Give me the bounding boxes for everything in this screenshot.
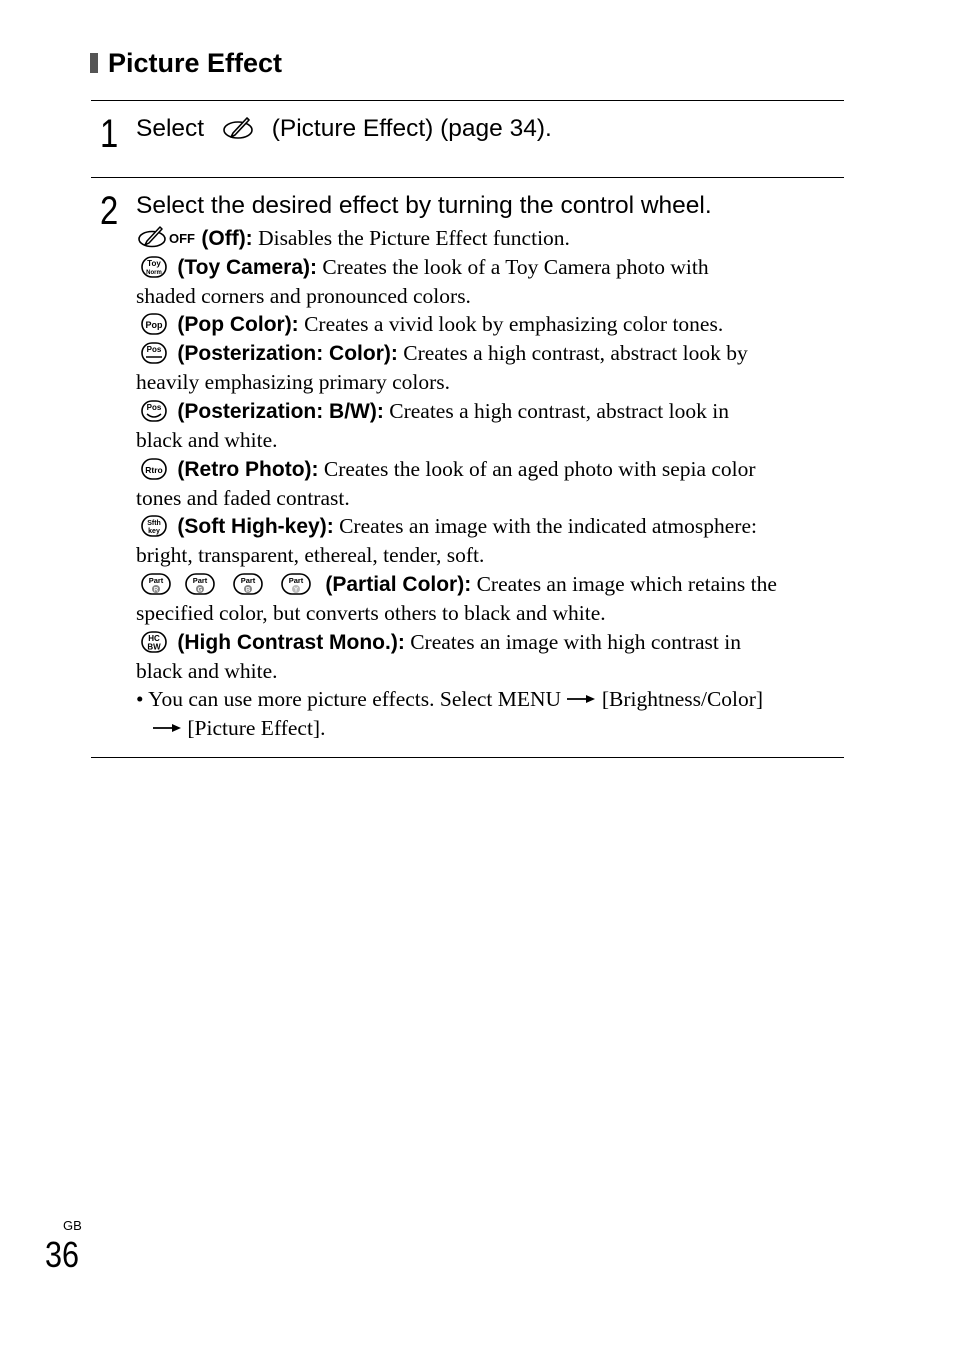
partial-color-green-icon xyxy=(180,572,228,596)
effect-posterization-bw-desc-cont: black and white. xyxy=(136,428,278,452)
step-2-number: 2 xyxy=(100,189,119,233)
effect-soft-high-key-term: (Soft High-key): xyxy=(177,515,334,538)
effect-high-contrast-mono xyxy=(136,628,741,657)
effect-partial-color-desc-cont: specified color, but converts others to black and white. xyxy=(136,601,606,625)
arrow-right-icon xyxy=(566,694,596,704)
step-1-description: (Picture Effect) (page 34). xyxy=(271,115,552,142)
svg-text:Pos: Pos xyxy=(146,403,162,412)
svg-text:Pos: Pos xyxy=(146,345,162,354)
step-divider xyxy=(91,177,844,178)
picture-effect-icon xyxy=(221,116,255,140)
effect-off-desc: Disables the Picture Effect function. xyxy=(258,226,570,250)
svg-text:Sfth: Sfth xyxy=(147,520,161,527)
effect-posterization-color xyxy=(136,339,748,368)
effect-soft-high-key-desc: Creates an image with the indicated atmosphere: xyxy=(339,514,757,538)
svg-text:B: B xyxy=(245,587,251,594)
svg-text:Part: Part xyxy=(240,576,256,585)
effect-pop-color-term: (Pop Color): xyxy=(177,313,299,336)
partial-color-red-icon xyxy=(136,572,180,596)
note-text-3: [Picture Effect]. xyxy=(187,716,326,740)
svg-text:HC: HC xyxy=(148,634,160,643)
effect-off xyxy=(136,224,570,253)
posterization-color-icon xyxy=(136,341,172,365)
svg-text:Rtro: Rtro xyxy=(145,465,163,475)
svg-text:Part: Part xyxy=(288,576,304,585)
arrow-right-icon xyxy=(152,723,182,733)
effect-toy-camera-desc: Creates the look of a Toy Camera photo with xyxy=(322,255,709,279)
effect-partial-color xyxy=(136,570,777,599)
effect-high-contrast-mono-term: (High Contrast Mono.): xyxy=(177,631,405,654)
top-divider xyxy=(91,100,844,101)
effect-posterization-color-term: (Posterization: Color): xyxy=(177,342,398,365)
pop-color-icon xyxy=(136,312,172,336)
step-1-text xyxy=(136,114,552,144)
svg-text:R: R xyxy=(153,587,159,594)
section-title-text: Picture Effect xyxy=(108,48,283,78)
posterization-bw-icon xyxy=(136,399,172,423)
svg-text:Norm: Norm xyxy=(146,270,162,276)
step-2-heading: Select the desired effect by turning the control wheel. xyxy=(136,192,712,219)
high-contrast-mono-icon xyxy=(136,630,172,654)
effect-toy-camera-term: (Toy Camera): xyxy=(177,256,318,279)
effect-high-contrast-mono-desc-cont: black and white. xyxy=(136,659,278,683)
note-bullet: • xyxy=(136,687,144,711)
note-text-1: You can use more picture effects. Select MENU xyxy=(148,687,562,711)
section-marker xyxy=(90,53,98,73)
effect-toy-camera xyxy=(136,253,709,282)
svg-text:key: key xyxy=(148,528,160,535)
effect-posterization-bw-term: (Posterization: B/W): xyxy=(177,400,384,423)
effect-soft-high-key-desc-cont: bright, transparent, ethereal, tender, soft. xyxy=(136,543,485,567)
effect-retro-photo-desc: Creates the look of an aged photo with sepia color xyxy=(323,457,756,481)
effect-off-term: (Off): xyxy=(201,227,253,250)
effect-retro-photo-term: (Retro Photo): xyxy=(177,458,319,481)
effect-pop-color xyxy=(136,310,723,339)
effect-partial-color-term: (Partial Color): xyxy=(325,573,472,596)
svg-text:G: G xyxy=(197,587,203,594)
effect-toy-camera-desc-cont: shaded corners and pronounced colors. xyxy=(136,284,471,308)
svg-text:Part: Part xyxy=(192,576,208,585)
effect-retro-photo xyxy=(136,455,756,484)
step-1-number: 1 xyxy=(100,112,119,156)
note-line-1 xyxy=(136,685,763,714)
effect-pop-color-desc: Creates a vivid look by emphasizing color tones. xyxy=(304,312,724,336)
note-line-2 xyxy=(152,714,325,743)
svg-text:Pop: Pop xyxy=(145,320,163,330)
retro-photo-icon xyxy=(136,457,172,481)
svg-text:Toy: Toy xyxy=(147,259,161,268)
picture-effect-off-icon xyxy=(136,226,196,248)
effect-posterization-bw-desc: Creates a high contrast, abstract look in xyxy=(389,399,729,423)
toy-camera-icon xyxy=(136,255,172,279)
step-1-select-label: Select xyxy=(136,115,205,142)
section-title xyxy=(90,48,282,79)
effect-posterization-bw xyxy=(136,397,729,426)
svg-text:Part: Part xyxy=(148,576,164,585)
svg-text:Y: Y xyxy=(293,587,299,594)
region-label: GB xyxy=(63,1218,82,1233)
partial-color-yellow-icon xyxy=(276,572,320,596)
effect-posterization-color-desc-cont: heavily emphasizing primary colors. xyxy=(136,370,451,394)
soft-high-key-icon xyxy=(136,514,172,538)
svg-text:OFF: OFF xyxy=(169,231,195,246)
note-text-2: [Brightness/Color] xyxy=(601,687,764,711)
partial-color-blue-icon xyxy=(228,572,276,596)
effect-retro-photo-desc-cont: tones and faded contrast. xyxy=(136,486,350,510)
effect-partial-color-desc: Creates an image which retains the xyxy=(476,572,777,596)
effect-posterization-color-desc: Creates a high contrast, abstract look by xyxy=(403,341,748,365)
svg-text:BW: BW xyxy=(147,642,161,652)
page-number: 36 xyxy=(45,1234,80,1275)
effect-high-contrast-mono-desc: Creates an image with high contrast in xyxy=(410,630,741,654)
effect-soft-high-key xyxy=(136,512,757,541)
bottom-divider xyxy=(91,757,844,758)
